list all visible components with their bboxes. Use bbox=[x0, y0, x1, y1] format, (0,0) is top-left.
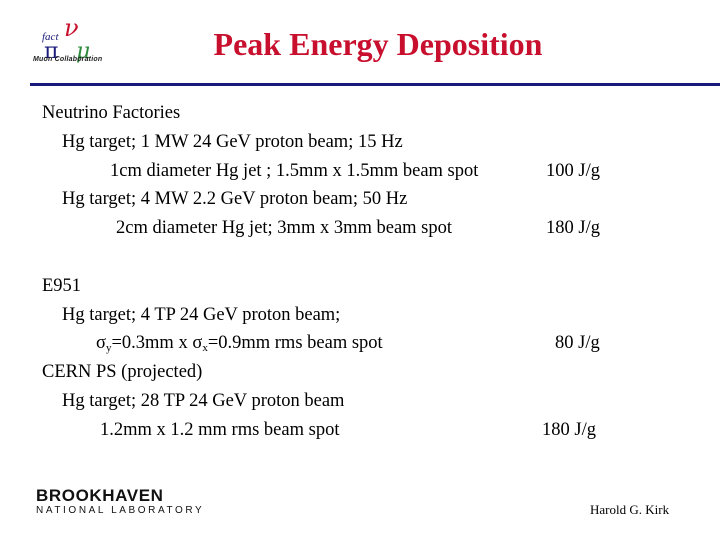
e951-target: Hg target; 4 TP 24 GeV proton beam; bbox=[62, 305, 341, 325]
brookhaven-name: BROOKHAVEN bbox=[36, 486, 164, 505]
cern-heading: CERN PS (projected) bbox=[42, 362, 203, 382]
e951-value: 80 J/g bbox=[555, 333, 600, 353]
logo-pi: π bbox=[44, 39, 59, 64]
sigma-y-subscript: y bbox=[105, 342, 112, 354]
brookhaven-logo bbox=[36, 486, 204, 516]
sigma-y-symbol: σ bbox=[96, 333, 106, 353]
cern-value: 180 J/g bbox=[542, 420, 596, 440]
nf2-value: 180 J/g bbox=[546, 218, 600, 238]
brookhaven-subtitle: NATIONAL LABORATORY bbox=[36, 505, 205, 516]
e951-heading: E951 bbox=[42, 276, 82, 296]
nf-heading: Neutrino Factories bbox=[42, 103, 181, 123]
sigma-y-value: =0.3mm x bbox=[111, 333, 193, 353]
sigma-x-symbol: σ bbox=[192, 333, 203, 353]
nf1-target: Hg target; 1 MW 24 GeV proton beam; 15 Hz bbox=[62, 132, 403, 152]
nf1-detail: 1cm diameter Hg jet ; 1.5mm x 1.5mm beam spot bbox=[110, 161, 479, 181]
logo-fact: fact bbox=[42, 31, 59, 43]
logo-caption: Muon Collaboration bbox=[33, 56, 103, 63]
author-name: Harold G. Kirk bbox=[590, 502, 670, 517]
title-divider bbox=[30, 83, 720, 86]
e951-detail bbox=[96, 334, 383, 353]
cern-detail: 1.2mm x 1.2 mm rms beam spot bbox=[100, 420, 340, 440]
sigma-x-value: =0.9mm rms beam spot bbox=[207, 333, 383, 353]
sigma-x-subscript: x bbox=[202, 342, 208, 354]
cern-target: Hg target; 28 TP 24 GeV proton beam bbox=[62, 391, 345, 411]
nf2-detail: 2cm diameter Hg jet; 3mm x 3mm beam spot bbox=[116, 218, 453, 238]
logo-nu: ν bbox=[64, 14, 79, 42]
nf2-target: Hg target; 4 MW 2.2 GeV proton beam; 50 Hz bbox=[62, 189, 408, 209]
page-title: Peak Energy Deposition bbox=[213, 26, 543, 62]
logo-mu: μ bbox=[76, 39, 91, 64]
nf1-value: 100 J/g bbox=[546, 161, 600, 181]
